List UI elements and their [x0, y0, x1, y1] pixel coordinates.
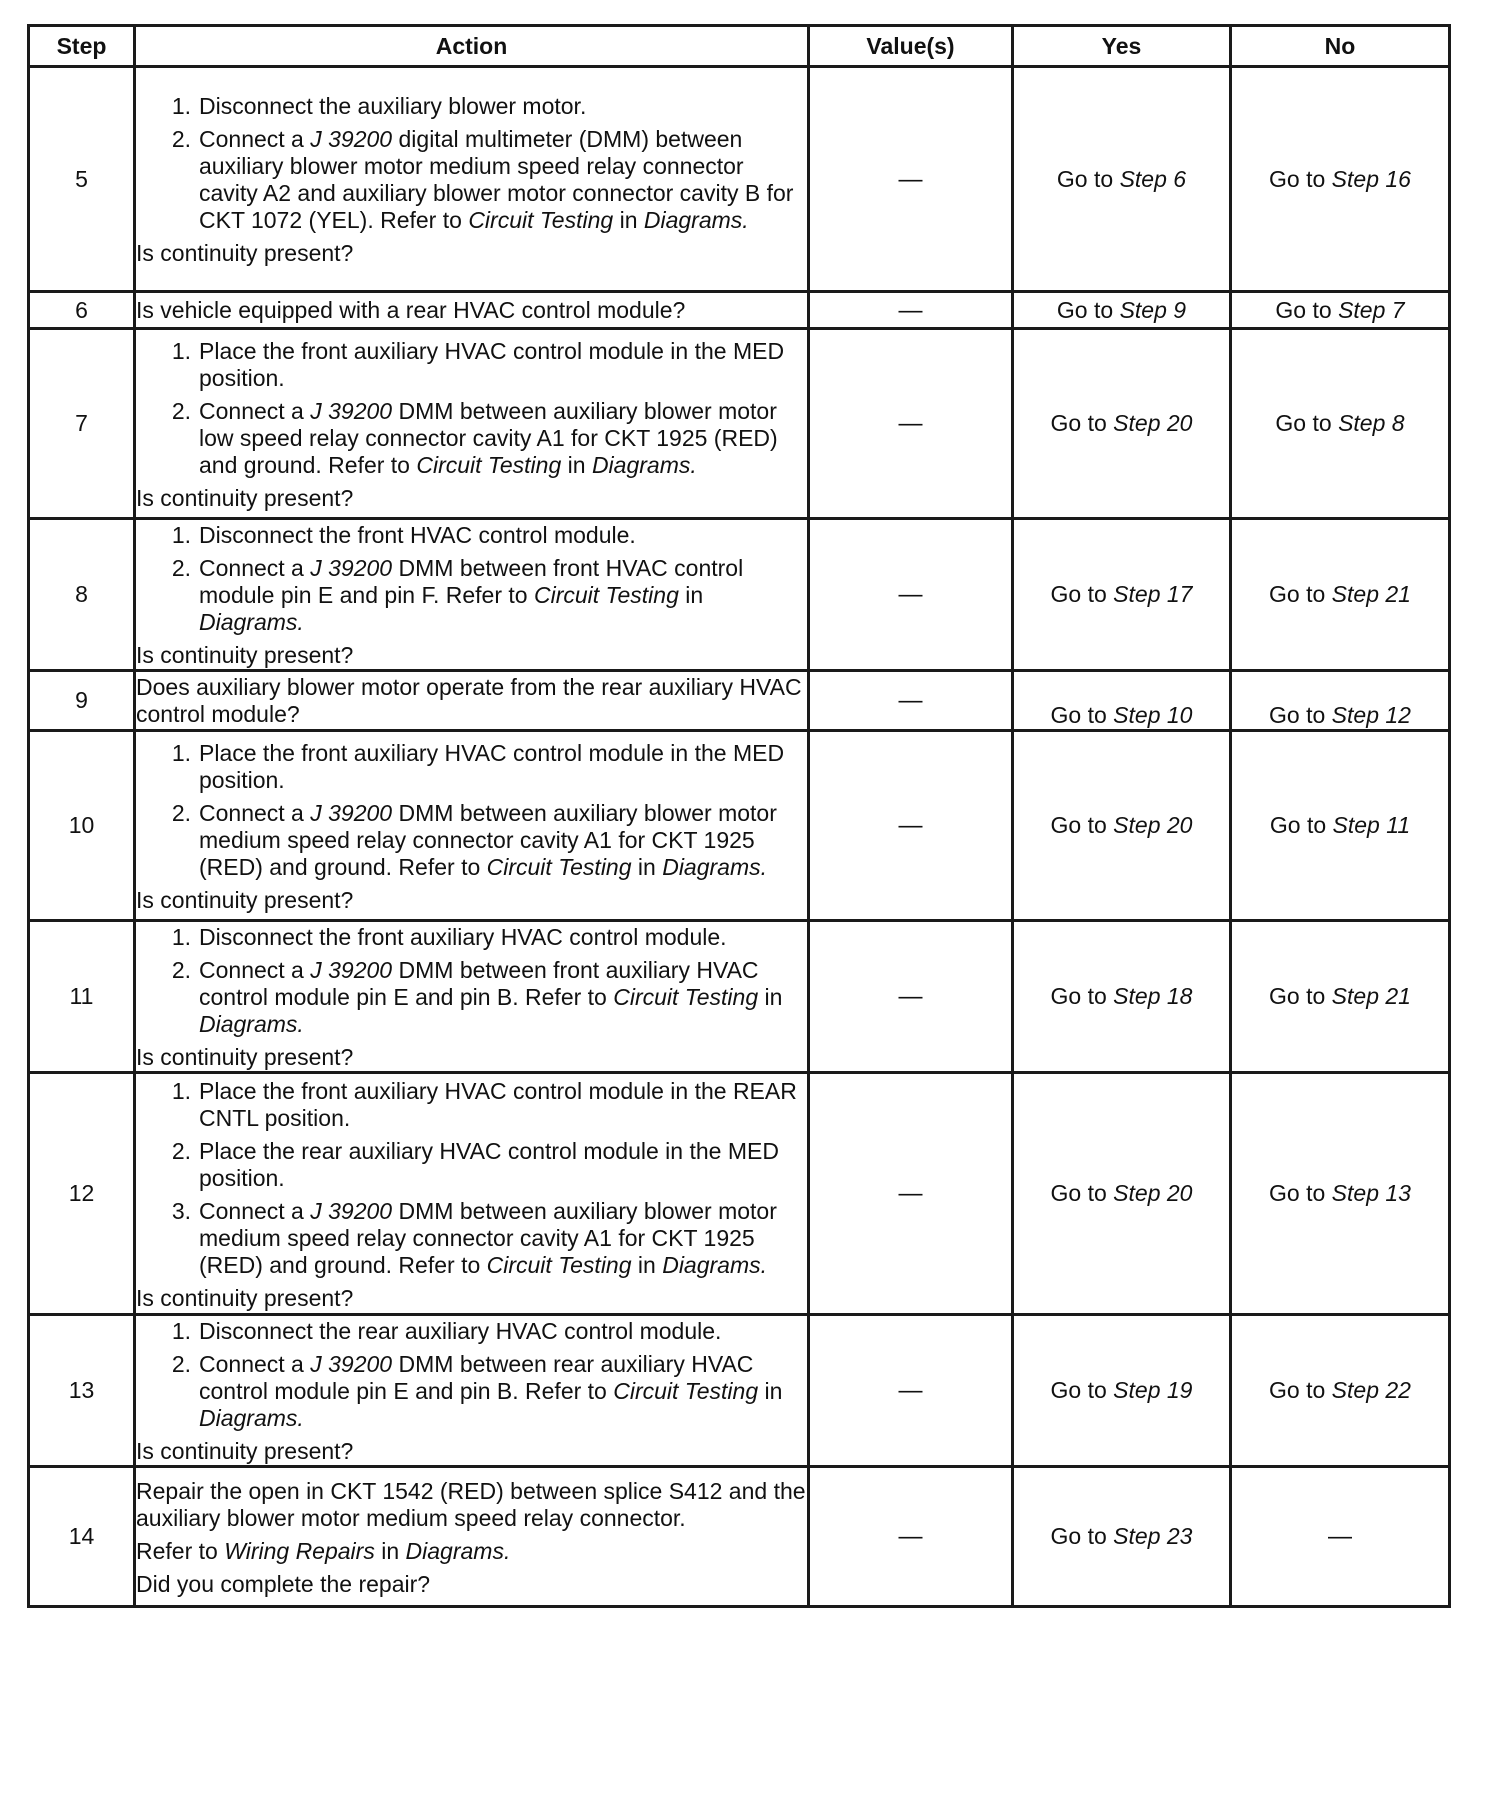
- action-cell: [135, 519, 809, 671]
- action-question: Is continuity present?: [136, 1438, 354, 1464]
- action-item: [136, 924, 807, 951]
- action-item-number: 2.: [171, 126, 191, 152]
- step-number: 12: [29, 1073, 135, 1315]
- value-cell: —: [809, 329, 1013, 519]
- action-cell: [135, 1315, 809, 1467]
- action-item-text: Place the front auxiliary HVAC control module in the REAR CNTL position.: [199, 1077, 797, 1131]
- action-item-text: Connect a J 39200 DMM between auxiliary blower motor medium speed relay connector cavity A1 for CKT 1925 (RED) and ground. Refer to Circuit Testing in Diagrams.: [199, 799, 777, 880]
- value-cell: —: [809, 67, 1013, 292]
- yes-goto-link[interactable]: Go to Step 23: [1013, 1467, 1231, 1607]
- table-row: [29, 329, 1450, 519]
- step-number: 13: [29, 1315, 135, 1467]
- action-item-text: Connect a J 39200 DMM between auxiliary blower motor medium speed relay connector cavity A1 for CKT 1925 (RED) and ground. Refer to Circuit Testing in Diagrams.: [199, 1197, 777, 1278]
- table-row: [29, 1467, 1450, 1607]
- step-number: 7: [29, 329, 135, 519]
- action-item-number: 1.: [171, 1077, 191, 1104]
- step-number: 6: [29, 292, 135, 329]
- header-no: No: [1231, 26, 1450, 67]
- action-item-number: 1.: [171, 337, 191, 364]
- action-cell: [135, 1467, 809, 1607]
- action-item: [136, 1138, 807, 1192]
- action-question: Is continuity present?: [136, 1284, 354, 1311]
- action-item: [136, 126, 807, 234]
- action-item-text: Place the front auxiliary HVAC control module in the MED position.: [199, 739, 785, 793]
- action-cell: [135, 1073, 809, 1315]
- step-number: 10: [29, 731, 135, 921]
- action-item-text: Connect a J 39200 DMM between auxiliary blower motor low speed relay connector cavity A1 for CKT 1925 (RED) and ground. Refer to Circuit Testing in Diagrams.: [199, 397, 778, 478]
- header-row: [29, 26, 1450, 67]
- action-item-text: Disconnect the auxiliary blower motor.: [199, 93, 587, 119]
- action-item: [136, 800, 807, 881]
- yes-goto-link[interactable]: Go to Step 20: [1013, 1073, 1231, 1315]
- action-item: [136, 1318, 807, 1345]
- action-item: [136, 93, 807, 120]
- value-cell: —: [809, 292, 1013, 329]
- action-item-text: Connect a J 39200 digital multimeter (DMM) between auxiliary blower motor medium speed relay connector cavity A2 and auxiliary blower motor connector cavity B for CKT 1072 (YEL). Refer to Circuit Testing in Diagrams.: [199, 126, 794, 233]
- table-row: [29, 671, 1450, 731]
- table-row: [29, 67, 1450, 292]
- value-cell: —: [809, 519, 1013, 671]
- action-item-number: 2.: [171, 799, 191, 826]
- action-question: Does auxiliary blower motor operate from the rear auxiliary HVAC control module?: [136, 673, 802, 727]
- yes-goto-link[interactable]: Go to Step 17: [1013, 519, 1231, 671]
- table-row: [29, 519, 1450, 671]
- table-row: [29, 1315, 1450, 1467]
- yes-goto-link[interactable]: Go to Step 6: [1013, 67, 1231, 292]
- action-item-text: Connect a J 39200 DMM between front HVAC control module pin E and pin F. Refer to Circuit Testing in Diagrams.: [199, 555, 744, 635]
- action-question: Is continuity present?: [136, 1044, 354, 1070]
- no-goto-link[interactable]: Go to Step 13: [1231, 1073, 1450, 1315]
- step-number: 14: [29, 1467, 135, 1607]
- action-question: Did you complete the repair?: [136, 1570, 431, 1597]
- no-goto-link[interactable]: Go to Step 21: [1231, 519, 1450, 671]
- action-item: [136, 522, 807, 549]
- action-item: [136, 1078, 807, 1132]
- table-body: [29, 67, 1450, 1607]
- no-goto-link[interactable]: Go to Step 8: [1231, 329, 1450, 519]
- action-item: [136, 1198, 807, 1279]
- step-number: 9: [29, 671, 135, 731]
- action-cell: [135, 292, 809, 329]
- value-cell: —: [809, 731, 1013, 921]
- yes-goto-link[interactable]: Go to Step 20: [1013, 731, 1231, 921]
- diagnostic-table: [27, 24, 1451, 1608]
- action-item-number: 2.: [171, 957, 191, 983]
- yes-goto-link[interactable]: Go to Step 9: [1013, 292, 1231, 329]
- action-item-number: 1.: [171, 522, 191, 548]
- action-item-number: 1.: [171, 93, 191, 119]
- no-goto-link[interactable]: Go to Step 22: [1231, 1315, 1450, 1467]
- no-goto-link[interactable]: Go to Step 7: [1231, 292, 1450, 329]
- no-value-cell: —: [1231, 1467, 1450, 1607]
- action-item: [136, 740, 807, 794]
- action-item-text: Disconnect the rear auxiliary HVAC control module.: [199, 1318, 722, 1344]
- step-number: 5: [29, 67, 135, 292]
- action-question: Is continuity present?: [136, 886, 354, 913]
- action-paragraph: Refer to Wiring Repairs in Diagrams.: [136, 1537, 511, 1564]
- action-item: [136, 1351, 807, 1432]
- table-row: [29, 731, 1450, 921]
- action-item: [136, 398, 807, 479]
- header-action: Action: [135, 26, 809, 67]
- action-cell: [135, 921, 809, 1073]
- header-values: Value(s): [809, 26, 1013, 67]
- action-item-number: 2.: [171, 555, 191, 581]
- action-paragraph: Repair the open in CKT 1542 (RED) between splice S412 and the auxiliary blower motor medium speed relay connector.: [136, 1477, 806, 1531]
- action-item-number: 1.: [171, 924, 191, 950]
- action-cell: [135, 731, 809, 921]
- step-number: 8: [29, 519, 135, 671]
- header-yes: Yes: [1013, 26, 1231, 67]
- no-goto-link[interactable]: Go to Step 21: [1231, 921, 1450, 1073]
- action-item-number: 3.: [171, 1197, 191, 1224]
- action-item-number: 1.: [171, 1318, 191, 1344]
- action-item: [136, 555, 807, 636]
- action-item: [136, 957, 807, 1038]
- action-cell: [135, 671, 809, 731]
- table-row: [29, 921, 1450, 1073]
- value-cell: —: [809, 1315, 1013, 1467]
- action-question: Is continuity present?: [136, 484, 354, 511]
- action-item-number: 1.: [171, 739, 191, 766]
- step-number: 11: [29, 921, 135, 1073]
- table-row: [29, 292, 1450, 329]
- action-item-text: Place the rear auxiliary HVAC control module in the MED position.: [199, 1137, 779, 1191]
- action-item-text: Disconnect the front HVAC control module.: [199, 522, 636, 548]
- value-cell: —: [809, 1467, 1013, 1607]
- action-item-number: 2.: [171, 1351, 191, 1377]
- action-question: Is vehicle equipped with a rear HVAC control module?: [136, 296, 686, 323]
- action-item-number: 2.: [171, 1137, 191, 1164]
- action-item: [136, 338, 807, 392]
- no-goto-link[interactable]: Go to Step 11: [1231, 731, 1450, 921]
- yes-goto-link[interactable]: Go to Step 18: [1013, 921, 1231, 1073]
- action-item-text: Place the front auxiliary HVAC control module in the MED position.: [199, 337, 785, 391]
- value-cell: —: [809, 921, 1013, 1073]
- yes-goto-link[interactable]: Go to Step 10: [1013, 671, 1231, 731]
- yes-goto-link[interactable]: Go to Step 19: [1013, 1315, 1231, 1467]
- action-question: Is continuity present?: [136, 642, 354, 668]
- no-goto-link[interactable]: Go to Step 12: [1231, 671, 1450, 731]
- value-cell: —: [809, 671, 1013, 731]
- action-question: Is continuity present?: [136, 240, 354, 266]
- yes-goto-link[interactable]: Go to Step 20: [1013, 329, 1231, 519]
- action-item-text: Connect a J 39200 DMM between front auxiliary HVAC control module pin E and pin B. Refer to Circuit Testing in Diagrams.: [199, 957, 783, 1037]
- header-step: Step: [29, 26, 135, 67]
- table-row: [29, 1073, 1450, 1315]
- value-cell: —: [809, 1073, 1013, 1315]
- action-cell: [135, 329, 809, 519]
- no-goto-link[interactable]: Go to Step 16: [1231, 67, 1450, 292]
- action-item-number: 2.: [171, 397, 191, 424]
- action-item-text: Disconnect the front auxiliary HVAC control module.: [199, 924, 727, 950]
- action-item-text: Connect a J 39200 DMM between rear auxiliary HVAC control module pin E and pin B. Refer to Circuit Testing in Diagrams.: [199, 1351, 783, 1431]
- action-cell: [135, 67, 809, 292]
